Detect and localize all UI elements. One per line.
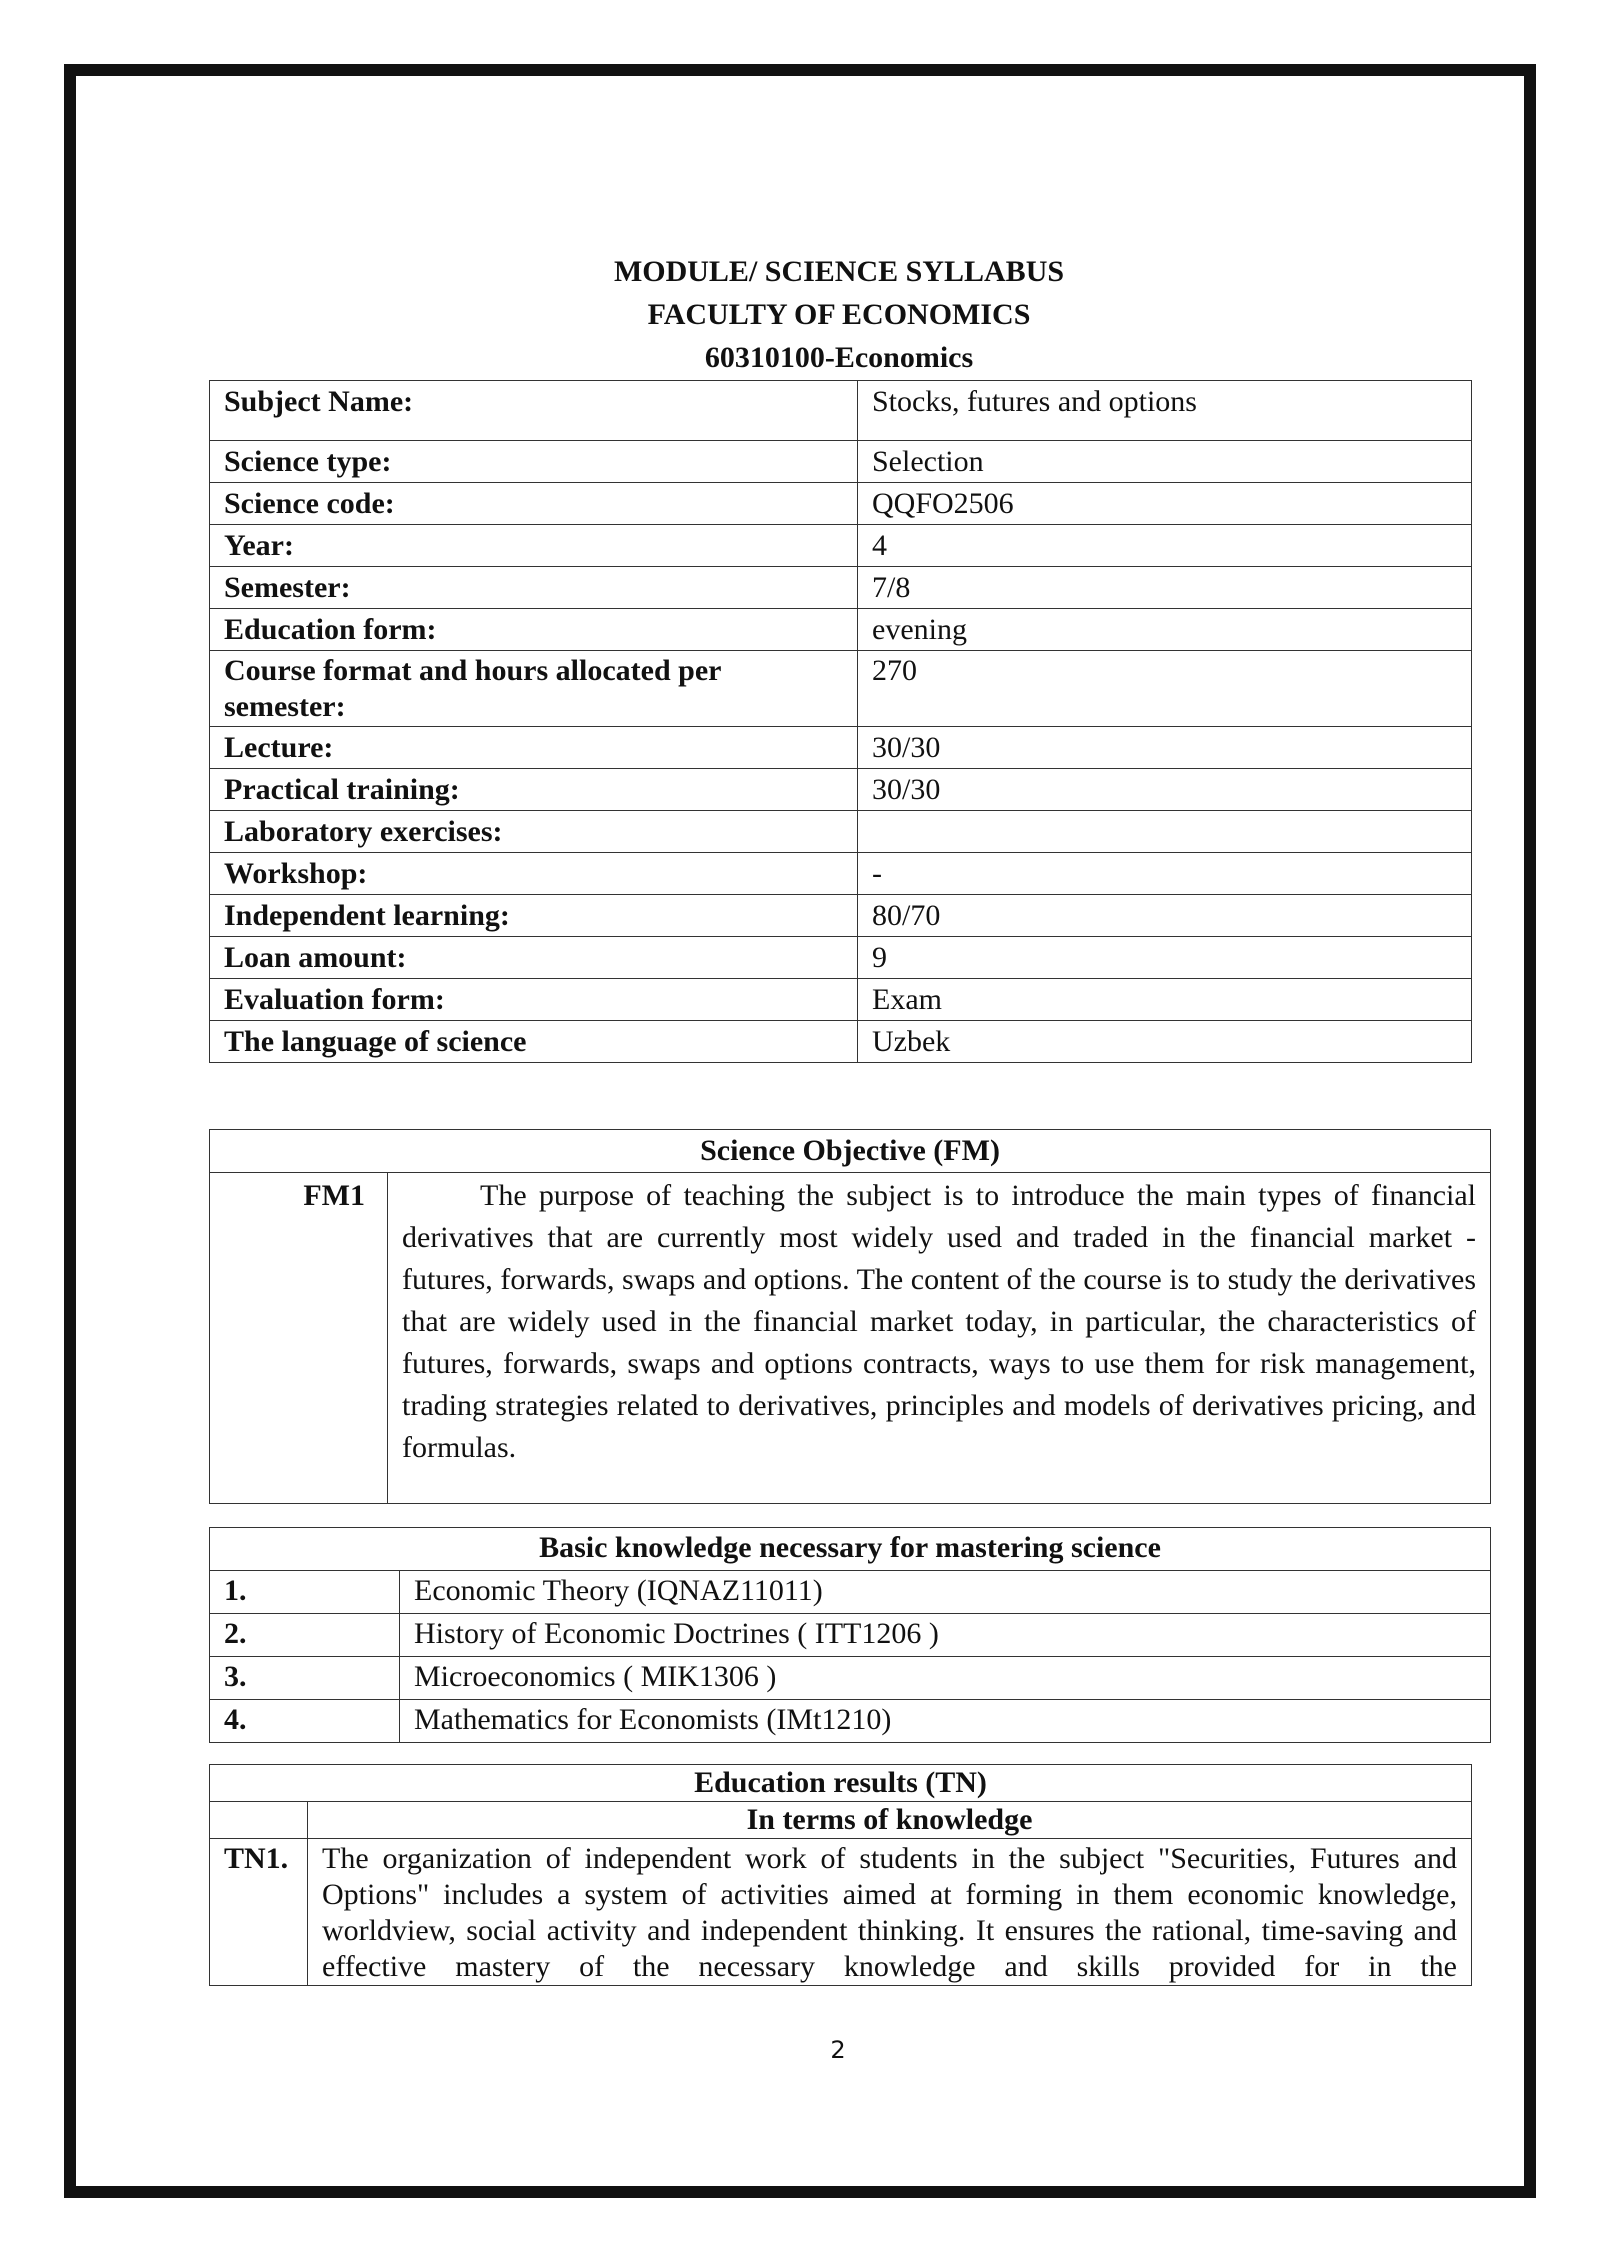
knowledge-title: Basic knowledge necessary for mastering science [210,1528,1491,1571]
knowledge-item: History of Economic Doctrines ( ITT1206 ) [400,1614,1491,1657]
info-label: Education form: [210,609,858,651]
results-subtitle: In terms of knowledge [308,1802,1472,1839]
heading-line-3: 60310100-Economics [704,341,974,374]
table-row [210,609,1472,651]
info-value: Stocks, futures and options [858,381,1472,441]
table-row [210,441,1472,483]
info-value: Selection [858,441,1472,483]
info-value: 9 [858,937,1472,979]
info-value: 4 [858,525,1472,567]
info-label: Course format and hours allocated per semester: [210,651,858,727]
info-value: 30/30 [858,769,1472,811]
table-row [210,895,1472,937]
objective-text: The purpose of teaching the subject is to introduce the main types of financial derivatives that are currently most widely used and traded in the financial market - futures, forwards, swaps and options. The content of the course is to study the derivatives that are widely used in the financial market today, in particular, the characteristics of futures, forwards, swaps and options contracts, ways to use them for risk management, trading strategies related to derivatives, principles and models of derivatives pricing, and formulas. [388,1173,1491,1504]
info-label: Year: [210,525,858,567]
table-row [210,525,1472,567]
table-row [210,1839,1472,1986]
table-row [210,567,1472,609]
info-label: The language of science [210,1021,858,1063]
info-value: QQFO2506 [858,483,1472,525]
syllabus-info-table [209,380,1472,1063]
heading-line-2: FACULTY OF ECONOMICS [647,298,1031,331]
info-label: Loan amount: [210,937,858,979]
knowledge-number: 3. [210,1657,400,1700]
objective-title: Science Objective (FM) [210,1130,1491,1173]
info-label: Evaluation form: [210,979,858,1021]
info-value [858,811,1472,853]
info-value: 30/30 [858,727,1472,769]
basic-knowledge-table [209,1527,1491,1743]
info-value: Uzbek [858,1021,1472,1063]
knowledge-number: 2. [210,1614,400,1657]
education-results-table [209,1764,1472,1986]
table-row [210,1571,1491,1614]
results-empty-cell [210,1802,308,1839]
table-row [210,381,1472,441]
knowledge-number: 4. [210,1700,400,1743]
info-label: Practical training: [210,769,858,811]
info-label: Lecture: [210,727,858,769]
knowledge-item: Economic Theory (IQNAZ11011) [400,1571,1491,1614]
table-row [210,1021,1472,1063]
science-objective-table [209,1129,1491,1504]
info-value: 80/70 [858,895,1472,937]
results-title: Education results (TN) [210,1765,1472,1802]
table-row [210,1657,1491,1700]
table-row [210,1614,1491,1657]
info-label: Science code: [210,483,858,525]
table-row [210,811,1472,853]
table-row [210,853,1472,895]
knowledge-item: Mathematics for Economists (IMt1210) [400,1700,1491,1743]
info-value: evening [858,609,1472,651]
table-row [210,979,1472,1021]
info-label: Independent learning: [210,895,858,937]
document-heading [0,250,1600,379]
table-row [210,1173,1491,1504]
info-value: 7/8 [858,567,1472,609]
heading-line-1: MODULE/ SCIENCE SYLLABUS [613,255,1065,288]
info-label: Semester: [210,567,858,609]
info-label: Laboratory exercises: [210,811,858,853]
table-row [210,769,1472,811]
knowledge-number: 1. [210,1571,400,1614]
table-row [210,651,1472,727]
info-value: Exam [858,979,1472,1021]
info-label: Science type: [210,441,858,483]
table-row [210,1700,1491,1743]
results-text: The organization of independent work of students in the subject "Securities, Futures and Options" includes a system of activities aimed at forming in them economic knowledge, worldview, social activity and independent thinking. It ensures the rational, time-saving and effective mastery of the necessary knowledge and skills provided for in the [308,1839,1472,1986]
table-row [210,483,1472,525]
page-number: 2 [830,2036,846,2064]
results-code: TN1. [210,1839,308,1986]
table-row [210,727,1472,769]
info-label: Workshop: [210,853,858,895]
objective-code: FM1 [210,1173,388,1504]
info-value: 270 [858,651,1472,727]
knowledge-item: Microeconomics ( MIK1306 ) [400,1657,1491,1700]
info-value: - [858,853,1472,895]
info-label: Subject Name: [210,381,858,441]
table-row [210,937,1472,979]
